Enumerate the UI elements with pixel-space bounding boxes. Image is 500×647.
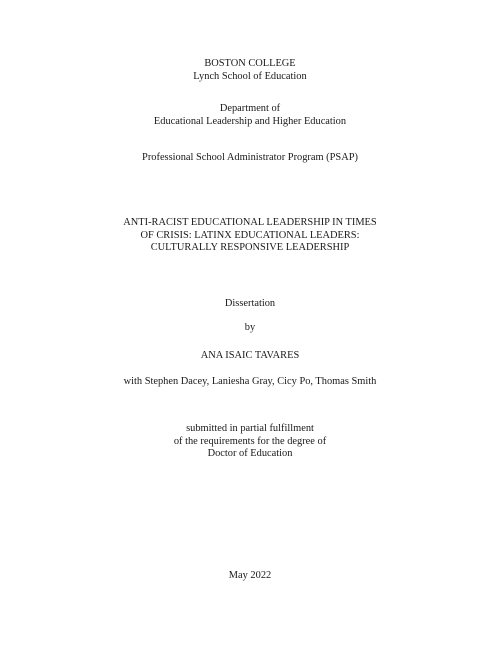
- submission-line-2: of the requirements for the degree of: [173, 435, 327, 447]
- submission-statement: [0, 423, 500, 461]
- program-name: Professional School Administrator Program (PSAP): [142, 152, 358, 163]
- dissertation-title: [0, 217, 500, 255]
- submission-line-1: submitted in partial fulfillment: [186, 423, 314, 434]
- department-name: Educational Leadership and Higher Education: [153, 115, 347, 127]
- coauthors-list: with Stephen Dacey, Laniesha Gray, Cicy Po, Thomas Smith: [123, 376, 377, 387]
- document-type: Dissertation: [224, 298, 276, 309]
- institution-block: [0, 58, 500, 83]
- title-line-1: ANTI-RACIST EDUCATIONAL LEADERSHIP IN TIMES: [123, 217, 377, 228]
- college-name: BOSTON COLLEGE: [204, 58, 296, 69]
- title-line-2: OF CRISIS: LATINX EDUCATIONAL LEADERS:: [140, 229, 360, 241]
- author-name: ANA ISAIC TAVARES: [200, 350, 300, 361]
- date-block: [0, 570, 500, 583]
- by-label: by: [244, 322, 256, 333]
- school-name: Lynch School of Education: [193, 70, 307, 82]
- degree-name: Doctor of Education: [207, 448, 293, 460]
- department-block: [0, 103, 500, 128]
- program-block: [0, 152, 500, 165]
- submission-date: May 2022: [228, 570, 272, 581]
- coauthors-block: [0, 376, 500, 389]
- department-label: Department of: [219, 103, 281, 114]
- document-type-block: [0, 298, 500, 311]
- title-line-3: CULTURALLY RESPONSIVE LEADERSHIP: [150, 242, 350, 254]
- author-block: [0, 350, 500, 363]
- by-block: [0, 322, 500, 335]
